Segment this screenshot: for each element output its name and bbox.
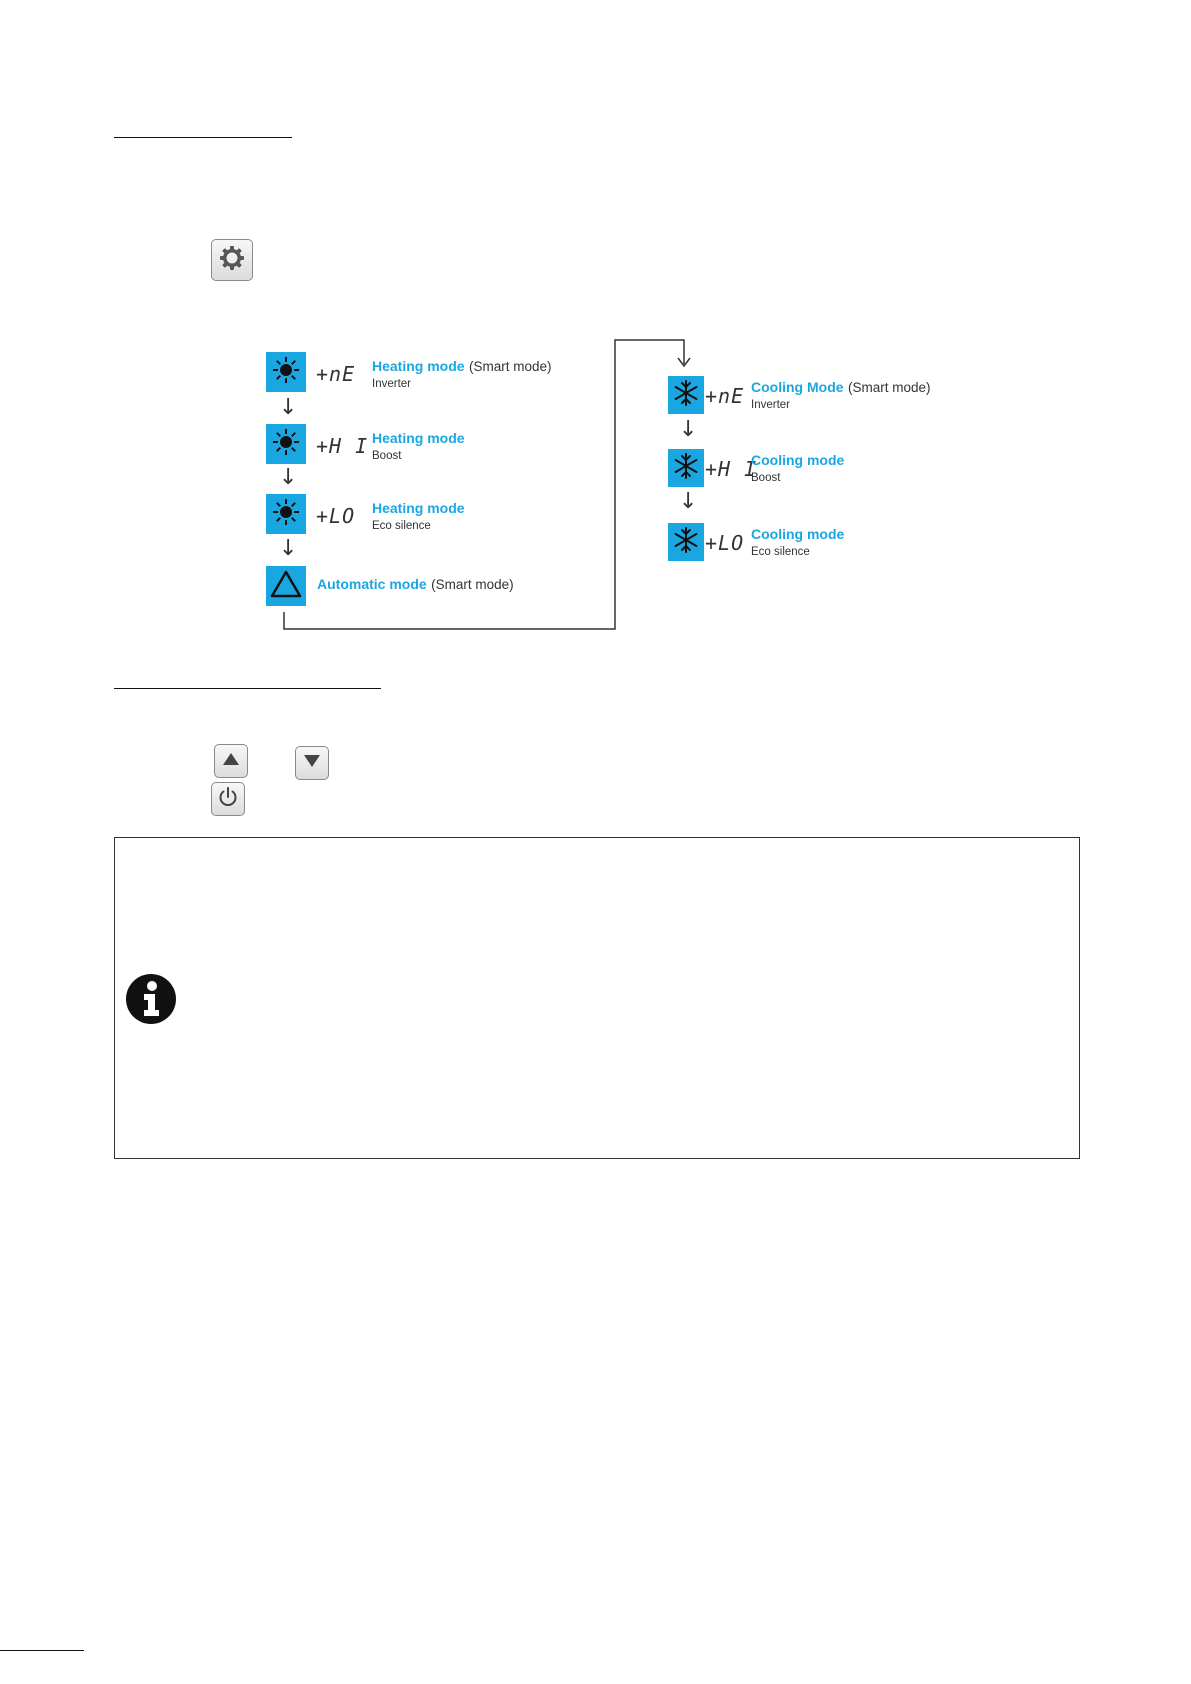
down-arrow: ↓ [279, 395, 298, 420]
automatic-label: Automatic mode (Smart mode) [317, 576, 514, 592]
footer-rule [0, 1650, 84, 1651]
automatic-icon-box [266, 566, 306, 606]
cooling-inverter-icon-box [668, 376, 704, 414]
heating-eco-code: +LO [316, 504, 356, 528]
cooling-eco-label: Cooling mode Eco silence [751, 526, 845, 558]
triangle-down-icon [302, 753, 322, 774]
down-arrow: ↓ [679, 489, 698, 514]
heating-inverter-icon-box [266, 352, 306, 392]
up-button[interactable] [214, 744, 248, 778]
sun-icon [271, 427, 301, 462]
sun-icon [271, 355, 301, 390]
triangle-icon [269, 569, 303, 604]
section-heading-rule [114, 688, 381, 689]
down-button[interactable] [295, 746, 329, 780]
snowflake-icon [672, 526, 700, 559]
heating-eco-label: Heating mode Eco silence [372, 500, 465, 532]
cooling-eco-code: +LO [705, 531, 745, 555]
cooling-boost-code: +H I [705, 457, 758, 481]
cooling-inverter-label: Cooling Mode (Smart mode) Inverter [751, 379, 931, 411]
snowflake-icon [672, 379, 700, 412]
heating-inverter-code: +nE [316, 362, 356, 386]
heating-inverter-label: Heating mode (Smart mode) Inverter [372, 358, 552, 390]
snowflake-icon [672, 452, 700, 485]
power-icon [217, 786, 239, 813]
heating-boost-label: Heating mode Boost [372, 430, 465, 462]
mode-cycle-connector [0, 0, 1191, 700]
notice-box [114, 837, 1080, 1159]
cooling-boost-icon-box [668, 449, 704, 487]
down-arrow: ↓ [279, 536, 298, 561]
sun-icon [271, 497, 301, 532]
cooling-eco-icon-box [668, 523, 704, 561]
cooling-boost-label: Cooling mode Boost [751, 452, 845, 484]
heating-boost-code: +H I [316, 434, 369, 458]
down-arrow: ↓ [279, 465, 298, 490]
heating-eco-icon-box [266, 494, 306, 534]
cooling-inverter-code: +nE [705, 384, 745, 408]
heating-boost-icon-box [266, 424, 306, 464]
triangle-up-icon [221, 751, 241, 772]
down-arrow: ↓ [679, 417, 698, 442]
power-button[interactable] [211, 782, 245, 816]
info-icon [125, 973, 177, 1030]
